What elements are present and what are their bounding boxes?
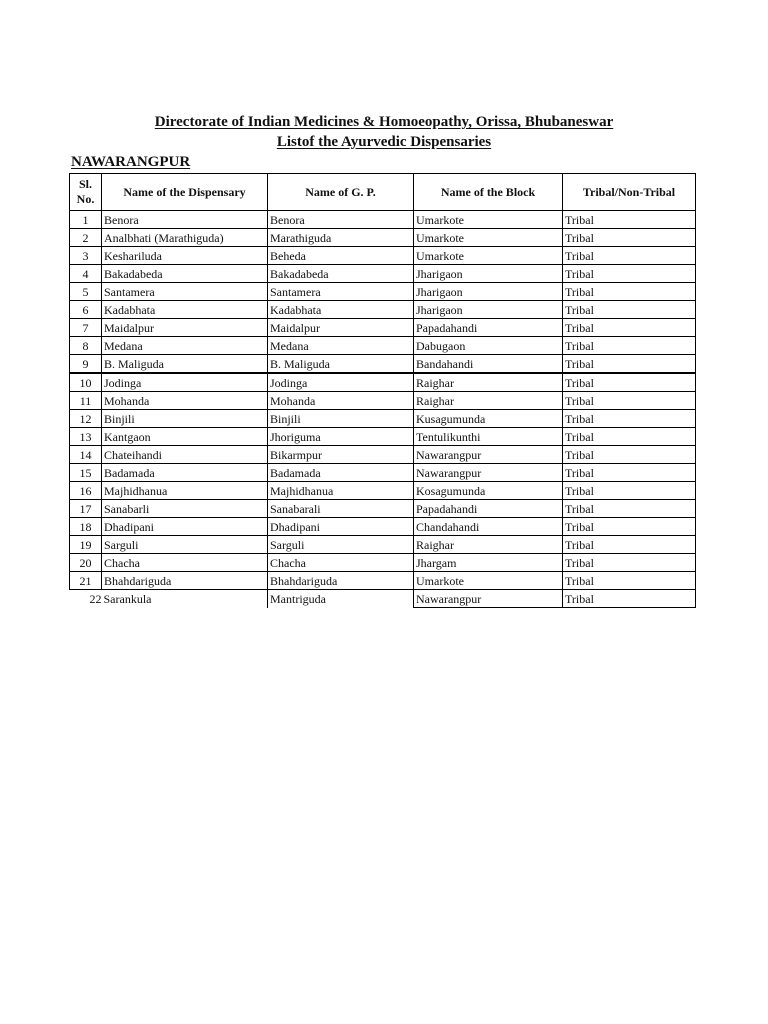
- table-row: [70, 229, 696, 247]
- cell-dispensary-name: Kantgaon: [102, 428, 268, 446]
- cell-dispensary-name: Chacha: [102, 554, 268, 572]
- table-row: [70, 265, 696, 283]
- table-row: [70, 373, 696, 392]
- dispensary-table: [69, 173, 696, 608]
- cell-tribal-status: Tribal: [563, 410, 696, 428]
- cell-block-name: Jharigaon: [414, 265, 563, 283]
- cell-block-name: Kosagumunda: [414, 482, 563, 500]
- cell-sl-no: 21: [70, 572, 102, 590]
- cell-dispensary-name: Kadabhata: [102, 301, 268, 319]
- cell-tribal-status: Tribal: [563, 590, 696, 608]
- cell-tribal-status: Tribal: [563, 428, 696, 446]
- cell-dispensary-name: Sarankula: [102, 590, 268, 608]
- cell-sl-no: 17: [70, 500, 102, 518]
- table-row: [70, 319, 696, 337]
- cell-sl-no: 1: [70, 211, 102, 229]
- cell-block-name: Chandahandi: [414, 518, 563, 536]
- table-row: [70, 482, 696, 500]
- table-row: [70, 211, 696, 229]
- cell-sl-no: 16: [70, 482, 102, 500]
- cell-tribal-status: Tribal: [563, 337, 696, 355]
- cell-gp-name: Medana: [268, 337, 414, 355]
- cell-tribal-status: Tribal: [563, 265, 696, 283]
- cell-dispensary-name: Analbhati (Marathiguda): [102, 229, 268, 247]
- cell-dispensary-name: Keshariluda: [102, 247, 268, 265]
- cell-gp-name: Marathiguda: [268, 229, 414, 247]
- cell-dispensary-name: B. Maliguda: [102, 355, 268, 374]
- cell-sl-no: 18: [70, 518, 102, 536]
- table-row: [70, 428, 696, 446]
- cell-dispensary-name: Badamada: [102, 464, 268, 482]
- table-row: [70, 572, 696, 590]
- cell-sl-no: 9: [70, 355, 102, 374]
- table-header-row: [70, 174, 696, 211]
- cell-block-name: Raighar: [414, 392, 563, 410]
- cell-dispensary-name: Jodinga: [102, 373, 268, 392]
- cell-block-name: Jharigaon: [414, 283, 563, 301]
- cell-block-name: Nawarangpur: [414, 464, 563, 482]
- cell-dispensary-name: Majhidhanua: [102, 482, 268, 500]
- cell-dispensary-name: Mohanda: [102, 392, 268, 410]
- cell-gp-name: Jodinga: [268, 373, 414, 392]
- cell-block-name: Jhargam: [414, 554, 563, 572]
- table-row: [70, 464, 696, 482]
- cell-dispensary-name: Sarguli: [102, 536, 268, 554]
- table-row: [70, 536, 696, 554]
- cell-sl-no: 10: [70, 373, 102, 392]
- document-subtitle: Listof the Ayurvedic Dispensaries: [276, 134, 492, 150]
- cell-gp-name: Maidalpur: [268, 319, 414, 337]
- cell-dispensary-name: Bhahdariguda: [102, 572, 268, 590]
- cell-gp-name: Jhoriguma: [268, 428, 414, 446]
- cell-sl-no: 11: [70, 392, 102, 410]
- table-row: [70, 392, 696, 410]
- cell-tribal-status: Tribal: [563, 518, 696, 536]
- cell-tribal-status: Tribal: [563, 247, 696, 265]
- cell-sl-no: 2: [70, 229, 102, 247]
- cell-tribal-status: Tribal: [563, 446, 696, 464]
- cell-block-name: Raighar: [414, 373, 563, 392]
- cell-block-name: Tentulikunthi: [414, 428, 563, 446]
- table-row: [70, 590, 696, 608]
- cell-dispensary-name: Santamera: [102, 283, 268, 301]
- cell-block-name: Bandahandi: [414, 355, 563, 374]
- cell-gp-name: Majhidhanua: [268, 482, 414, 500]
- cell-gp-name: Bakadabeda: [268, 265, 414, 283]
- cell-tribal-status: Tribal: [563, 572, 696, 590]
- cell-block-name: Raighar: [414, 536, 563, 554]
- cell-sl-no: 19: [70, 536, 102, 554]
- cell-block-name: Umarkote: [414, 229, 563, 247]
- cell-block-name: Dabugaon: [414, 337, 563, 355]
- cell-tribal-status: Tribal: [563, 373, 696, 392]
- cell-sl-no: 20: [70, 554, 102, 572]
- cell-tribal-status: Tribal: [563, 283, 696, 301]
- cell-sl-no: 15: [70, 464, 102, 482]
- cell-block-name: Nawarangpur: [414, 590, 563, 608]
- cell-block-name: Papadahandi: [414, 500, 563, 518]
- cell-sl-no: 7: [70, 319, 102, 337]
- column-header-dispensary: Name of the Dispensary: [102, 174, 268, 211]
- cell-dispensary-name: Benora: [102, 211, 268, 229]
- document-title: Directorate of Indian Medicines & Homoeopathy, Orissa, Bhubaneswar: [154, 114, 614, 130]
- cell-sl-no: 12: [70, 410, 102, 428]
- cell-tribal-status: Tribal: [563, 392, 696, 410]
- cell-gp-name: Mohanda: [268, 392, 414, 410]
- column-header-tribal: Tribal/Non-Tribal: [563, 174, 696, 211]
- table-row: [70, 518, 696, 536]
- table-row: [70, 554, 696, 572]
- cell-sl-no: 22: [70, 590, 102, 608]
- table-row: [70, 446, 696, 464]
- cell-tribal-status: Tribal: [563, 536, 696, 554]
- cell-sl-no: 14: [70, 446, 102, 464]
- cell-dispensary-name: Dhadipani: [102, 518, 268, 536]
- cell-dispensary-name: Maidalpur: [102, 319, 268, 337]
- cell-dispensary-name: Medana: [102, 337, 268, 355]
- cell-gp-name: Bikarmpur: [268, 446, 414, 464]
- cell-gp-name: Santamera: [268, 283, 414, 301]
- column-header-sl-no: Sl. No.: [70, 174, 102, 211]
- cell-tribal-status: Tribal: [563, 229, 696, 247]
- table-row: [70, 410, 696, 428]
- cell-block-name: Jharigaon: [414, 301, 563, 319]
- cell-gp-name: Sarguli: [268, 536, 414, 554]
- cell-gp-name: Benora: [268, 211, 414, 229]
- cell-dispensary-name: Sanabarli: [102, 500, 268, 518]
- cell-sl-no: 13: [70, 428, 102, 446]
- cell-sl-no: 8: [70, 337, 102, 355]
- cell-dispensary-name: Binjili: [102, 410, 268, 428]
- cell-gp-name: B. Maliguda: [268, 355, 414, 374]
- cell-dispensary-name: Chateihandi: [102, 446, 268, 464]
- cell-tribal-status: Tribal: [563, 301, 696, 319]
- cell-tribal-status: Tribal: [563, 554, 696, 572]
- cell-tribal-status: Tribal: [563, 211, 696, 229]
- cell-gp-name: Binjili: [268, 410, 414, 428]
- table-row: [70, 355, 696, 374]
- cell-gp-name: Beheda: [268, 247, 414, 265]
- cell-sl-no: 6: [70, 301, 102, 319]
- cell-gp-name: Mantriguda: [268, 590, 414, 608]
- cell-gp-name: Kadabhata: [268, 301, 414, 319]
- cell-tribal-status: Tribal: [563, 319, 696, 337]
- table-row: [70, 500, 696, 518]
- district-heading: NAWARANGPUR: [71, 154, 191, 170]
- cell-gp-name: Chacha: [268, 554, 414, 572]
- cell-tribal-status: Tribal: [563, 355, 696, 374]
- cell-sl-no: 3: [70, 247, 102, 265]
- table-row: [70, 301, 696, 319]
- cell-block-name: Umarkote: [414, 572, 563, 590]
- cell-block-name: Umarkote: [414, 211, 563, 229]
- cell-gp-name: Bhahdariguda: [268, 572, 414, 590]
- cell-sl-no: 5: [70, 283, 102, 301]
- table-body: [70, 211, 696, 608]
- cell-block-name: Papadahandi: [414, 319, 563, 337]
- cell-tribal-status: Tribal: [563, 464, 696, 482]
- cell-block-name: Nawarangpur: [414, 446, 563, 464]
- cell-tribal-status: Tribal: [563, 500, 696, 518]
- table-row: [70, 283, 696, 301]
- column-header-block: Name of the Block: [414, 174, 563, 211]
- column-header-gp: Name of G. P.: [268, 174, 414, 211]
- cell-gp-name: Sanabarali: [268, 500, 414, 518]
- table-row: [70, 247, 696, 265]
- cell-sl-no: 4: [70, 265, 102, 283]
- cell-gp-name: Dhadipani: [268, 518, 414, 536]
- table-row: [70, 337, 696, 355]
- cell-block-name: Umarkote: [414, 247, 563, 265]
- cell-gp-name: Badamada: [268, 464, 414, 482]
- cell-dispensary-name: Bakadabeda: [102, 265, 268, 283]
- cell-tribal-status: Tribal: [563, 482, 696, 500]
- cell-block-name: Kusagumunda: [414, 410, 563, 428]
